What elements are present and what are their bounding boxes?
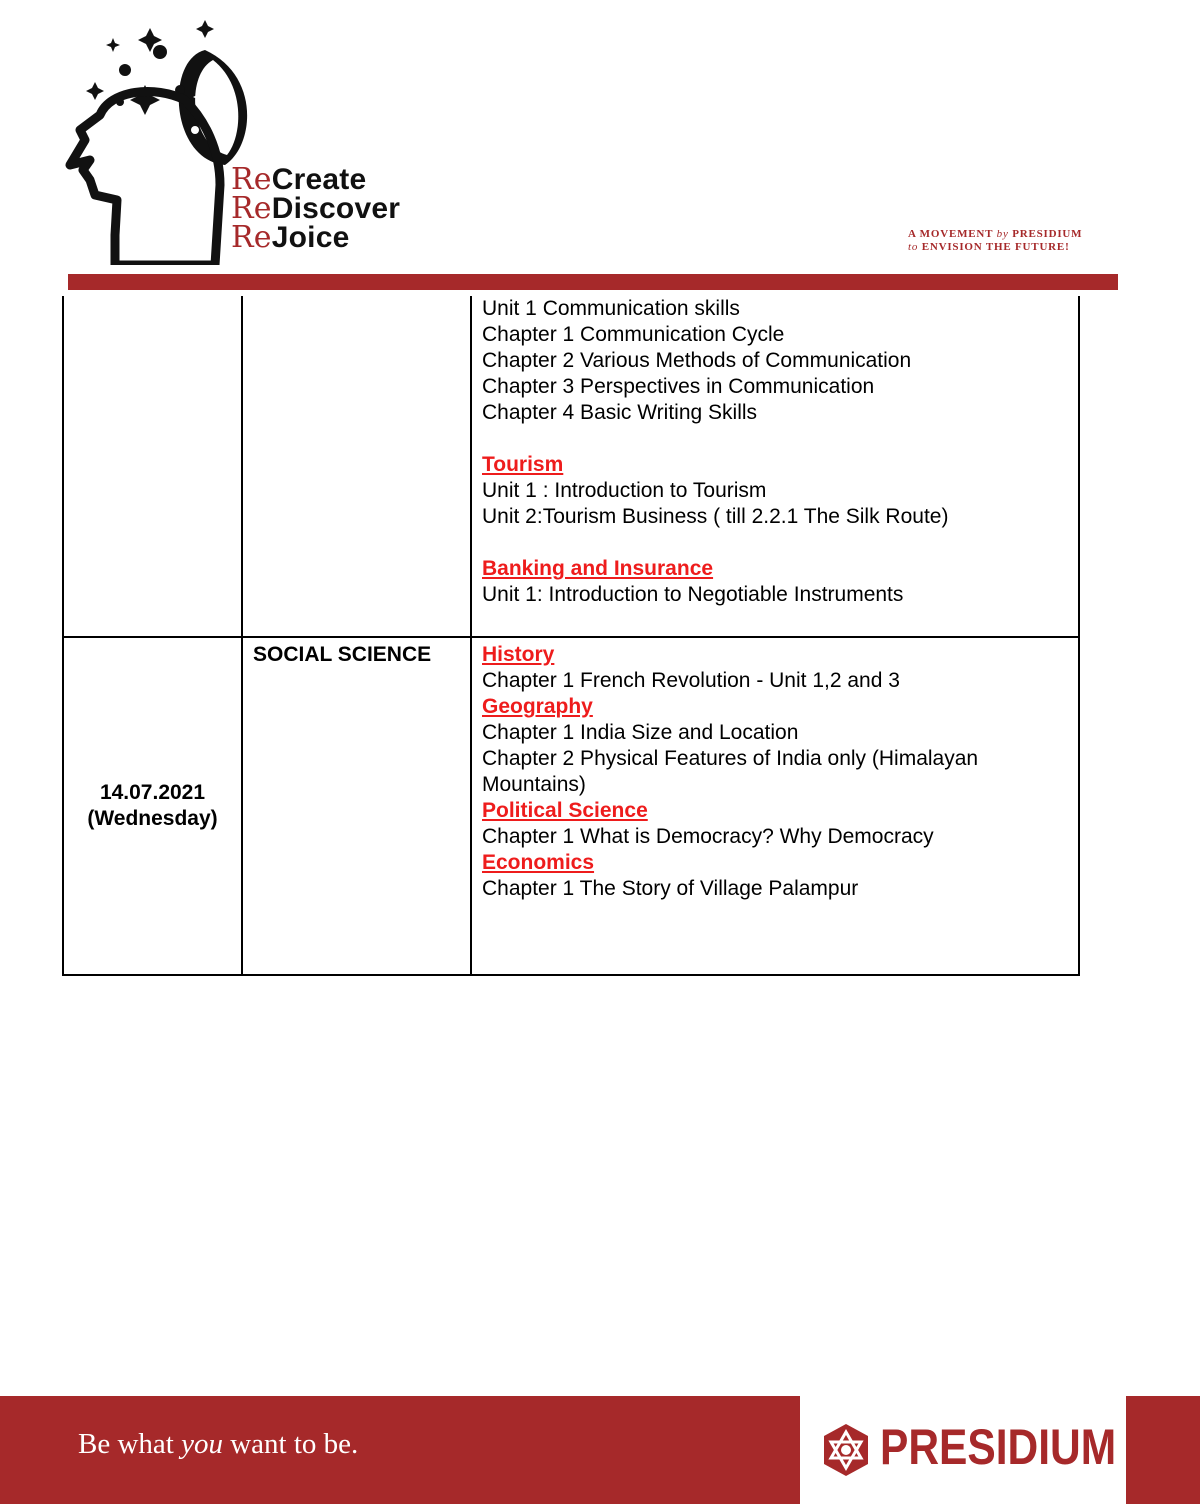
syllabus-cell — [471, 296, 1079, 637]
syllabus-line: Unit 1: Introduction to Negotiable Instruments — [482, 583, 904, 606]
tagline-line-3: ReJoice — [231, 220, 350, 255]
date-cell — [63, 637, 242, 975]
date-cell — [63, 296, 242, 637]
syllabus-line: Chapter 3 Perspectives in Communication — [482, 375, 875, 398]
brand-name: PRESIDIUM — [880, 1419, 1117, 1475]
syllabus-line: Chapter 1 The Story of Village Palampur — [482, 877, 859, 900]
section-heading-political-science: Political Science — [482, 799, 648, 822]
section-heading-geography: Geography — [482, 695, 593, 718]
subject-cell — [242, 637, 471, 975]
syllabus-line: Chapter 1 French Revolution - Unit 1,2 and 3 — [482, 669, 900, 692]
presidium-emblem-icon — [818, 1422, 874, 1478]
header-divider — [68, 274, 1118, 290]
exam-day: (Wednesday) — [87, 807, 218, 830]
section-heading-tourism: Tourism — [482, 453, 564, 476]
footer — [0, 1396, 1200, 1504]
syllabus-line: Chapter 1 India Size and Location — [482, 721, 799, 744]
tagline — [231, 162, 401, 255]
syllabus-line: Unit 1 : Introduction to Tourism — [482, 479, 767, 502]
syllabus-line: Unit 2:Tourism Business ( till 2.2.1 The Silk Route) — [482, 505, 949, 528]
syllabus-line: Chapter 2 Various Methods of Communication — [482, 349, 912, 372]
footer-slogan: Be what you want to be. — [78, 1428, 359, 1460]
section-heading-economics: Economics — [482, 851, 595, 874]
section-heading-history: History — [482, 643, 555, 666]
table-row — [63, 296, 1079, 637]
syllabus-content — [472, 296, 1078, 608]
subject-name: SOCIAL SCIENCE — [253, 643, 432, 666]
subject-cell — [242, 296, 471, 637]
syllabus-line: Chapter 2 Physical Features of India only (Himalayan Mountains) — [482, 747, 979, 796]
syllabus-line: Unit 1 Communication skills — [482, 297, 740, 320]
syllabus-line: Chapter 1 Communication Cycle — [482, 323, 785, 346]
movement-text: A MOVEMENT by PRESIDIUM to ENVISION THE FUTURE! — [908, 228, 1083, 253]
syllabus-line: Chapter 1 What is Democracy? Why Democracy — [482, 825, 934, 848]
tagline-line-2: ReDiscover — [231, 191, 401, 226]
exam-date: 14.07.2021 — [99, 781, 206, 804]
datesheet-table — [62, 296, 1080, 976]
syllabus-content — [472, 638, 1078, 902]
syllabus-cell — [471, 637, 1079, 975]
footer-brand-panel — [800, 1396, 1126, 1504]
table-row — [63, 637, 1079, 975]
tagline-line-1: ReCreate — [231, 162, 367, 197]
section-heading-banking: Banking and Insurance — [482, 557, 714, 580]
syllabus-line: Chapter 4 Basic Writing Skills — [482, 401, 758, 424]
